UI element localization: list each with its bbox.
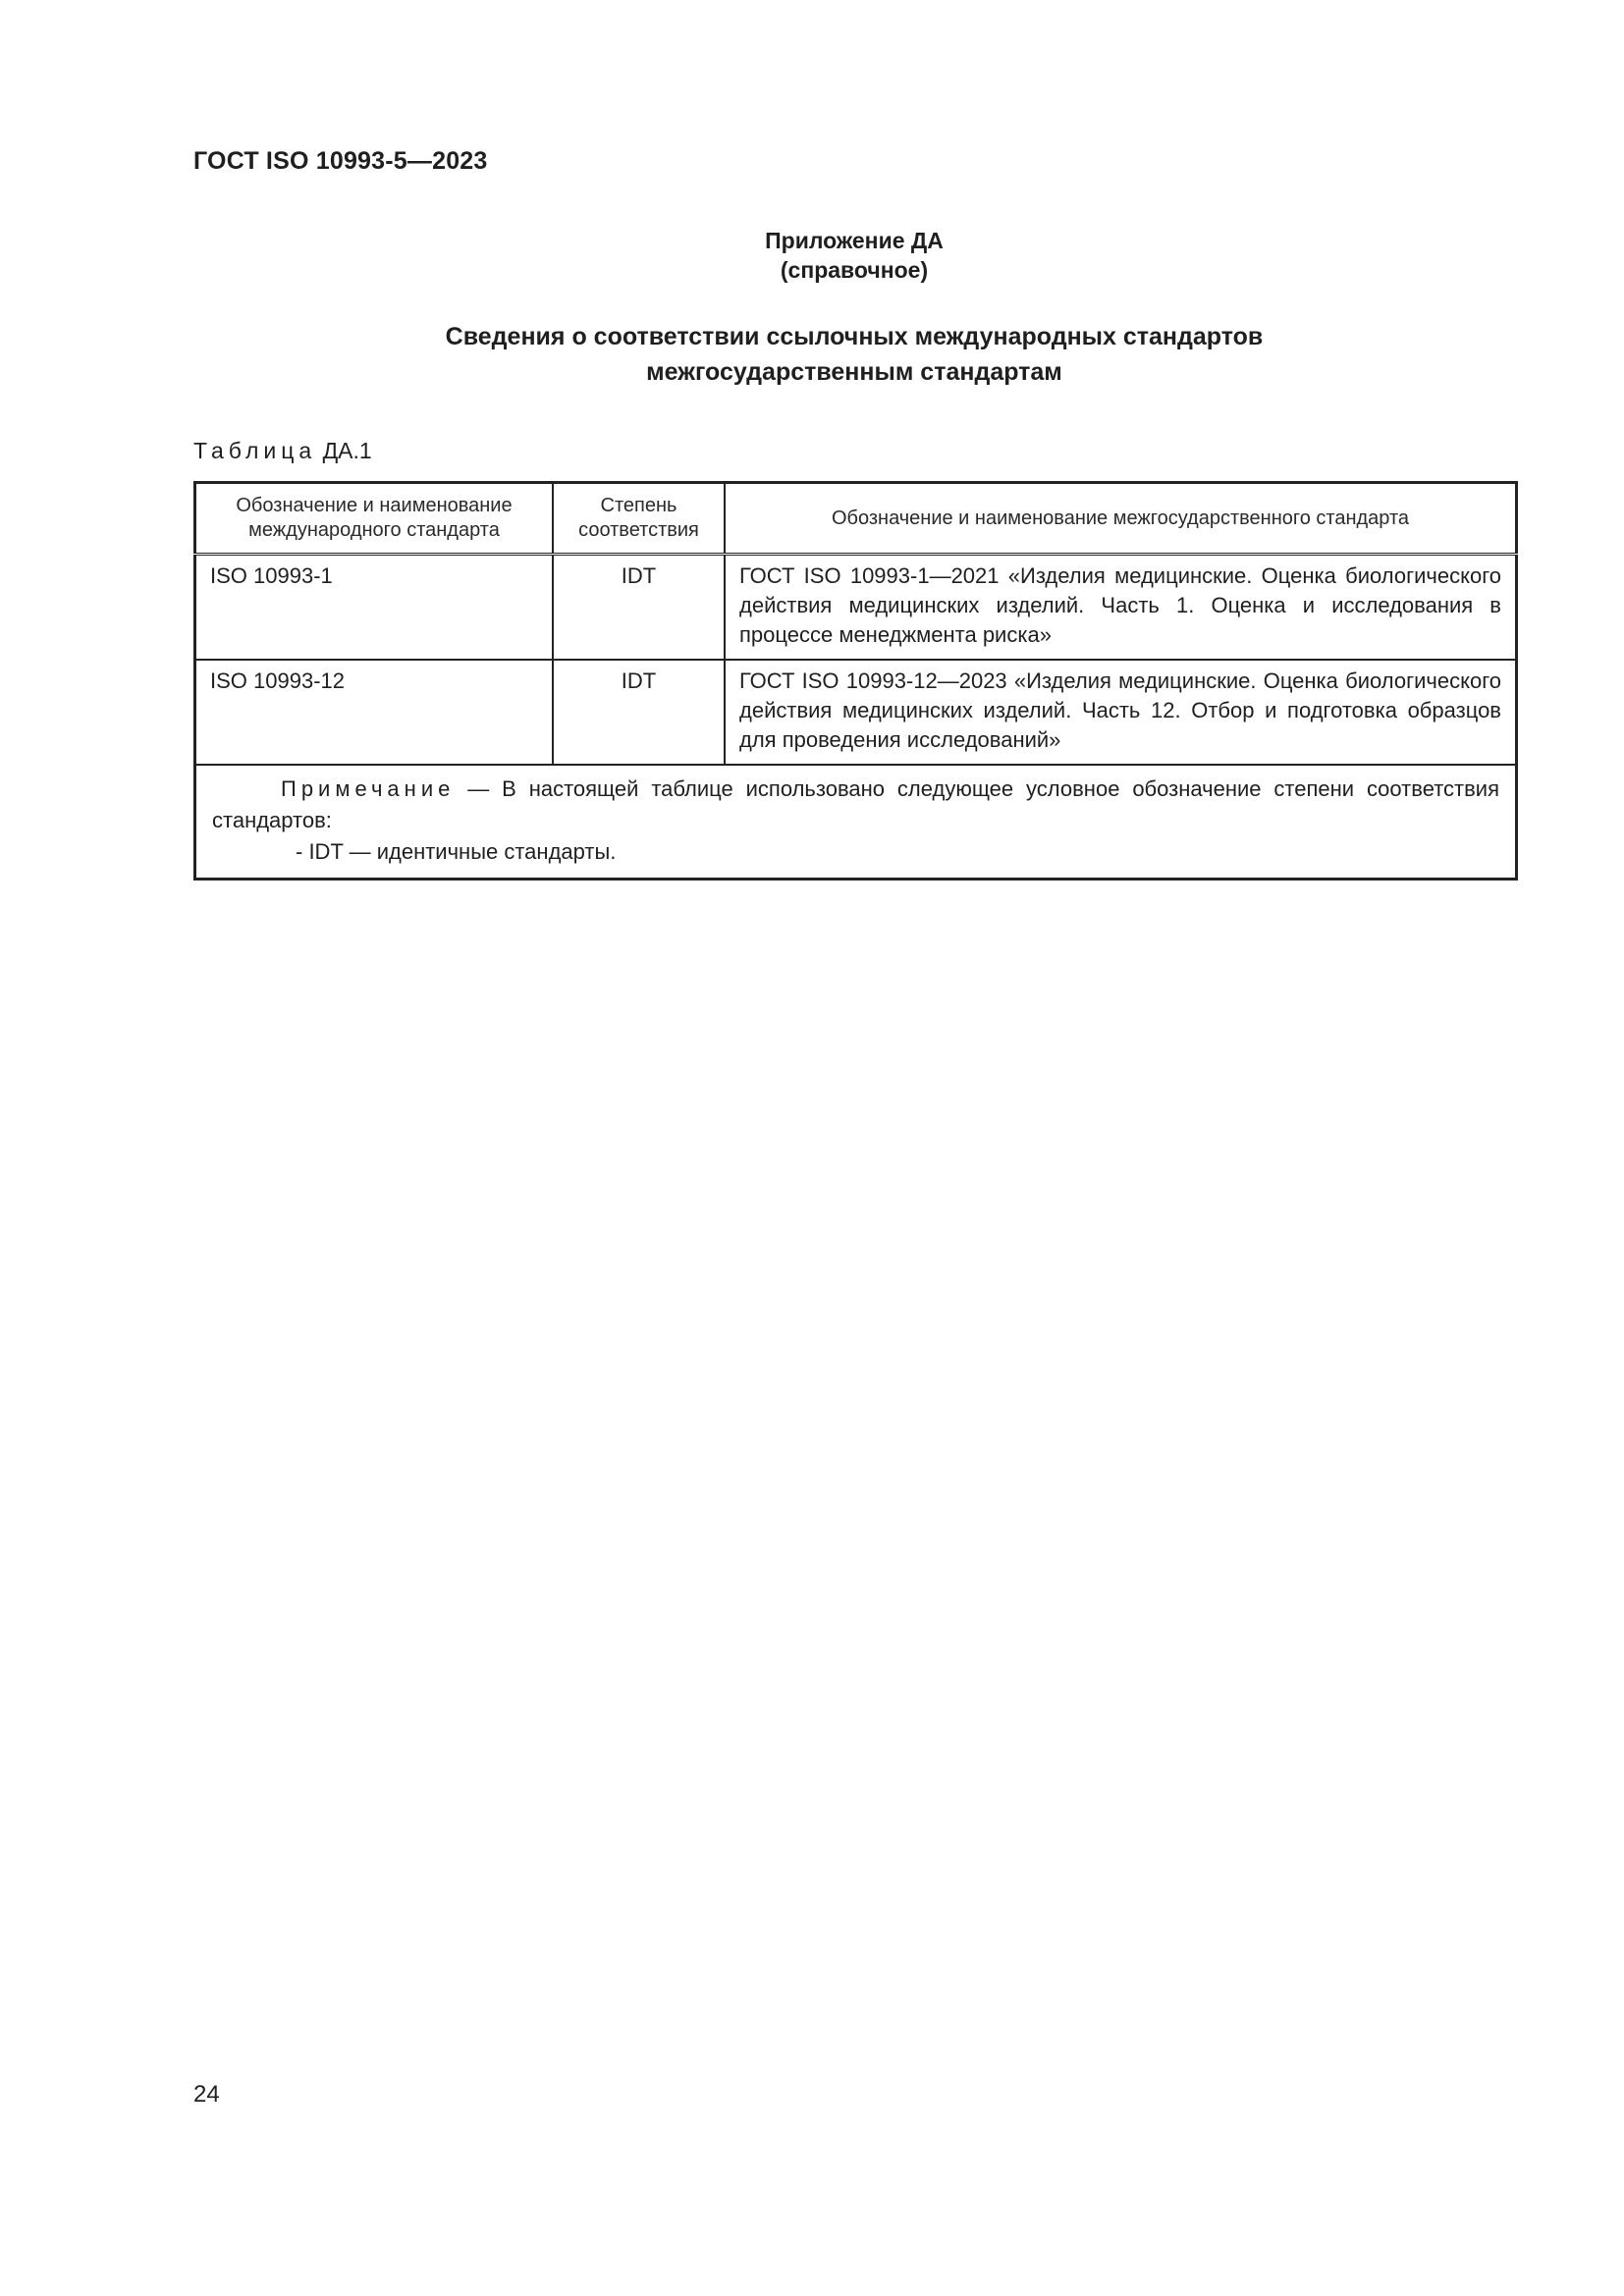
- column-header-degree: Степень соответствия: [553, 483, 725, 555]
- interstate-standard-cell: ГОСТ ISO 10993-1—2021 «Изделия медицинские. Оценка биологического действия медицинских изделий. Часть 1. Оценка и исследования в процессе менеджмента риска»: [739, 563, 1501, 647]
- annex-label: Приложение ДА: [765, 228, 944, 253]
- degree-cell: IDT: [621, 668, 657, 693]
- column-header-international: Обозначение и наименование международного стандарта: [195, 483, 554, 555]
- document-code: ГОСТ ISO 10993-5—2023: [193, 147, 488, 175]
- annex-title-line-2: межгосударственным стандартам: [646, 358, 1062, 386]
- table-row: [195, 660, 1517, 765]
- note-paragraph: [212, 774, 1499, 836]
- interstate-standard-cell: ГОСТ ISO 10993-12—2023 «Изделия медицинские. Оценка биологического действия медицинских изделий. Часть 12. Отбор и подготовка образцов для проведения исследований»: [739, 668, 1501, 752]
- degree-cell: IDT: [621, 563, 657, 588]
- standards-correspondence-table: [193, 481, 1518, 881]
- page-number: 24: [193, 2081, 220, 2108]
- table-caption-number: ДА.1: [322, 438, 372, 463]
- table-note-row: [195, 765, 1517, 880]
- note-list-item: - IDT — идентичные стандарты.: [296, 839, 617, 864]
- table-note: [196, 766, 1515, 878]
- annex-title-line-1: Сведения о соответствии ссылочных международных стандартов: [445, 323, 1264, 350]
- annex-heading: [0, 226, 1624, 285]
- table-row: [195, 555, 1517, 661]
- note-text: — В настоящей таблице использовано следующее условное обозначение степени соответствия стандартов:: [212, 776, 1499, 832]
- table-caption: [193, 438, 372, 464]
- table-caption-word: Таблица: [193, 438, 317, 463]
- international-standard-cell: ISO 10993-1: [210, 563, 333, 588]
- column-header-interstate: Обозначение и наименование межгосударственного стандарта: [725, 483, 1517, 555]
- note-label: Примечание: [281, 776, 456, 801]
- annex-type: (справочное): [780, 257, 929, 283]
- table-header-row: [195, 483, 1517, 555]
- annex-title: [0, 319, 1624, 390]
- international-standard-cell: ISO 10993-12: [210, 668, 345, 693]
